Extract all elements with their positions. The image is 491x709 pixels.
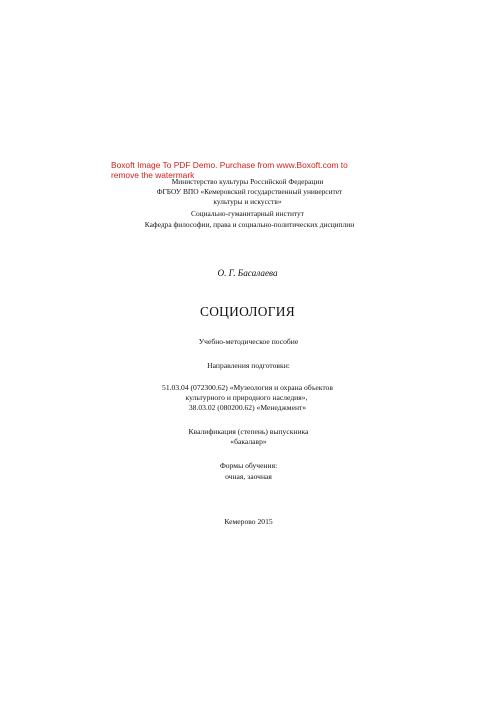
qualification-heading: Квалификация (степень) выпускника xyxy=(188,427,309,436)
qualification-value: «бакалавр» xyxy=(230,437,267,446)
watermark-line-2: remove the watermark xyxy=(111,170,195,180)
place-and-year: Кемерово 2015 xyxy=(224,517,273,526)
watermark-line-1: Boxoft Image To PDF Demo. Purchase from www.Boxoft.com to xyxy=(111,160,348,170)
ministry-line: Министерство культуры Российской Федерации xyxy=(171,177,324,186)
document-title: СОЦИОЛОГИЯ xyxy=(199,304,296,319)
directions-heading: Направления подготовки: xyxy=(207,361,290,370)
direction-line-3: 38.03.02 (080200.62) «Менеджмент» xyxy=(188,403,307,412)
document-subtitle: Учебно-методическое пособие xyxy=(198,337,299,346)
university-line-1: ФГБОУ ВПО «Кемеровский государственный университет xyxy=(156,187,343,196)
direction-line-1: 51.03.04 (072300.62) «Музеология и охрана объектов xyxy=(162,383,333,392)
author-name: О. Г. Басалаева xyxy=(217,268,278,278)
department-line: Кафедра философии, права и социально-политических дисциплин xyxy=(144,220,355,229)
institute-line: Социально-гуманитарный институт xyxy=(191,209,304,218)
study-forms-value: очная, заочная xyxy=(225,472,272,481)
university-line-2: культуры и искусств» xyxy=(213,197,282,206)
study-forms-heading: Формы обучения: xyxy=(219,461,278,470)
direction-line-2: культурного и природного наследия», xyxy=(185,393,308,402)
